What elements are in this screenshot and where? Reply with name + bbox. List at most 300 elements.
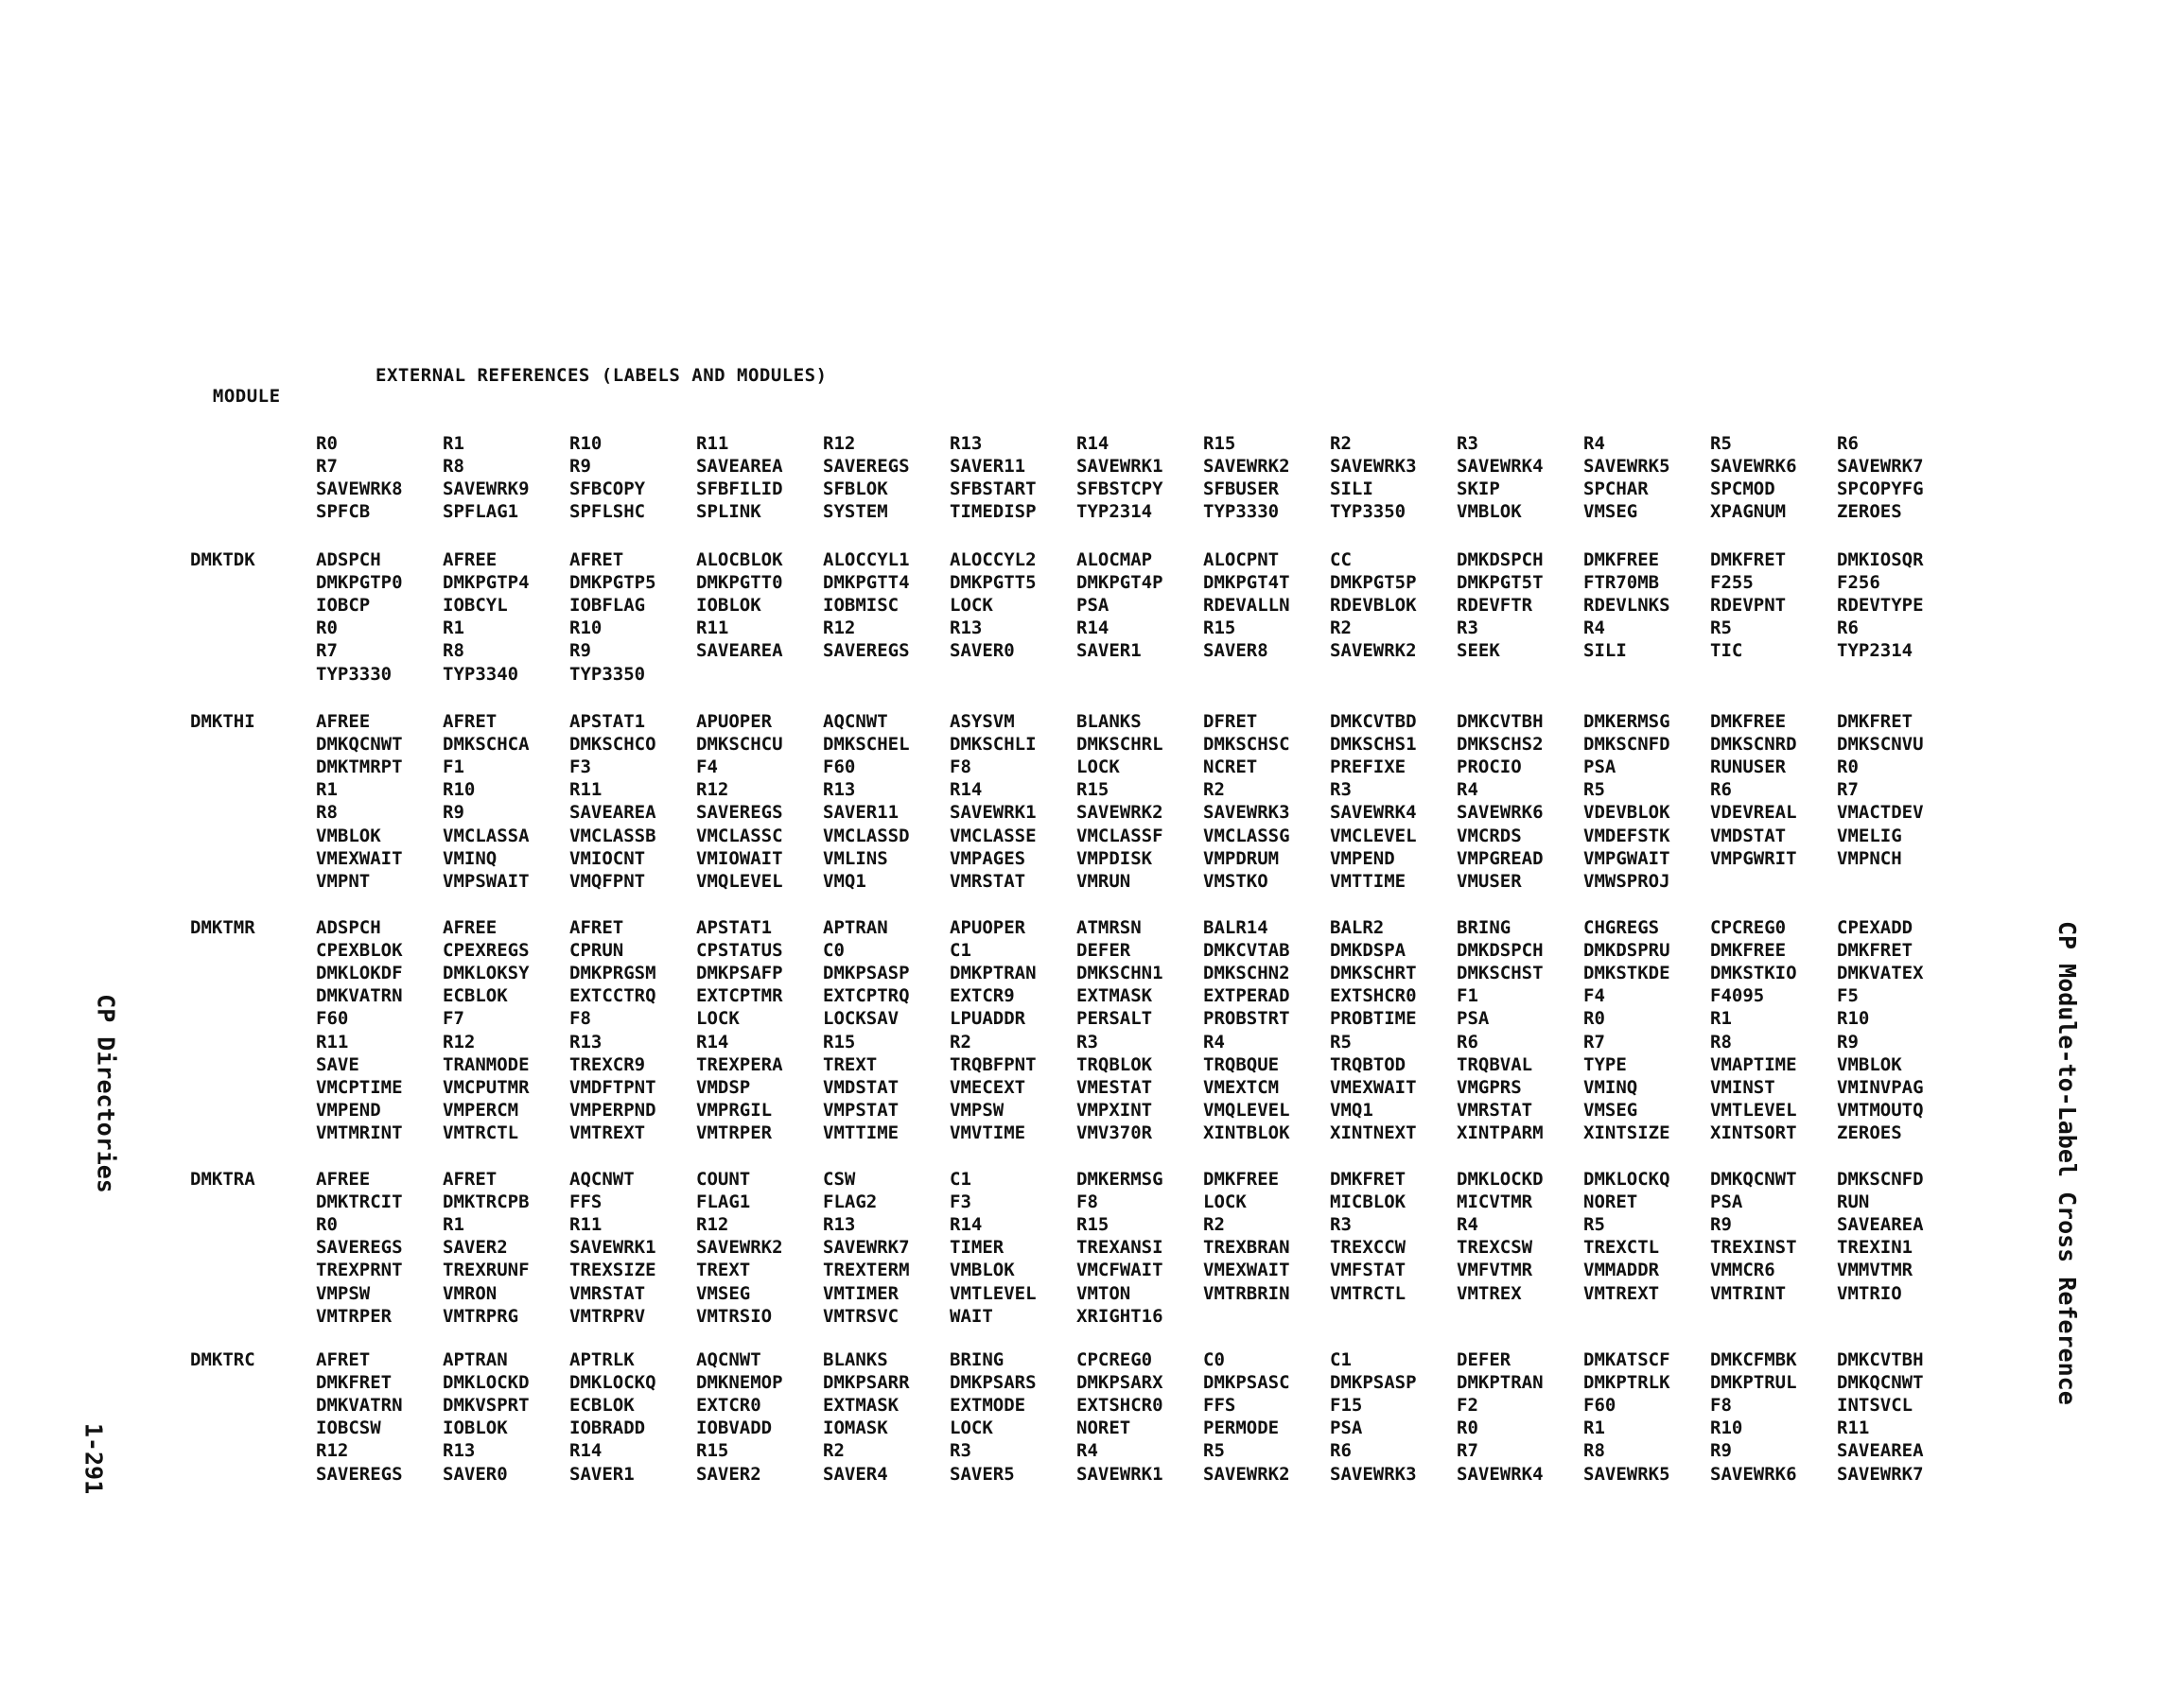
- reference-label: TREXCSW: [1457, 1237, 1533, 1259]
- reference-label: BALR14: [1203, 917, 1268, 938]
- reference-label: R12: [443, 1031, 476, 1052]
- reference-label: VMQLEVEL: [696, 870, 783, 892]
- reference-label: F4095: [1710, 985, 1765, 1007]
- reference-label: SAVEAREA: [1837, 1440, 1924, 1462]
- reference-label: DMKPGTT5: [950, 572, 1037, 594]
- reference-label: R13: [823, 779, 856, 801]
- reference-label: DMKQCNWT: [1710, 1169, 1797, 1190]
- reference-label: DMKSCHCO: [569, 734, 656, 756]
- reference-label: F8: [1076, 1191, 1098, 1213]
- reference-label: VMBLOK: [950, 1260, 1015, 1281]
- reference-label: LOCK: [950, 595, 993, 617]
- reference-label: SAVEWRK2: [1330, 640, 1417, 662]
- reference-label: SAVER1: [569, 1463, 635, 1485]
- reference-label: SFBSTCPY: [1076, 478, 1163, 500]
- reference-label: AFREE: [443, 549, 498, 570]
- reference-label: ALOCCYL2: [950, 549, 1037, 570]
- reference-label: R1: [1583, 1417, 1605, 1439]
- reference-label: EXTSHCR0: [1330, 985, 1417, 1007]
- reference-label: TRQBQUE: [1203, 1053, 1280, 1075]
- reference-label: LOCK: [1203, 1191, 1247, 1213]
- reference-label: R9: [443, 802, 464, 824]
- left-margin-title: CP Directories: [92, 994, 120, 1193]
- reference-label: FFS: [569, 1191, 603, 1213]
- reference-label: VMEXWAIT: [316, 847, 403, 869]
- reference-label: SKIP: [1457, 478, 1500, 500]
- reference-label: DEFER: [1457, 1349, 1511, 1370]
- reference-label: EXTMASK: [823, 1395, 900, 1417]
- reference-label: DMKTMRPT: [316, 757, 403, 778]
- reference-label: R4: [1457, 1214, 1478, 1236]
- reference-label: XINTNEXT: [1330, 1122, 1417, 1143]
- reference-label: F4: [1583, 985, 1605, 1007]
- reference-label: APSTAT1: [569, 711, 646, 732]
- reference-label: ASYSVM: [950, 711, 1015, 732]
- reference-label: SAVEWRK9: [443, 478, 530, 500]
- reference-label: BRING: [1457, 917, 1511, 938]
- reference-label: R2: [1203, 779, 1225, 801]
- reference-label: R9: [1710, 1440, 1732, 1462]
- reference-label: PROBSTRT: [1203, 1008, 1290, 1030]
- reference-label: R1: [316, 779, 338, 801]
- reference-label: SAVEWRK7: [823, 1237, 910, 1259]
- reference-label: R1: [443, 617, 464, 639]
- reference-label: R13: [950, 617, 983, 639]
- reference-label: VMCLASSD: [823, 825, 910, 846]
- reference-label: DMKLOKSY: [443, 963, 530, 984]
- external-references-label: EXTERNAL REFERENCES (LABELS AND MODULES): [376, 365, 828, 386]
- reference-label: R11: [696, 617, 729, 639]
- reference-label: VMFSTAT: [1330, 1260, 1406, 1281]
- reference-label: R13: [950, 433, 983, 454]
- reference-label: BRING: [950, 1349, 1005, 1370]
- reference-label: R10: [443, 779, 476, 801]
- reference-label: VMPGWRIT: [1710, 847, 1797, 869]
- reference-label: IOBVADD: [696, 1417, 773, 1439]
- reference-label: SAVEWRK8: [316, 478, 403, 500]
- reference-label: SAVEWRK6: [1710, 456, 1797, 478]
- reference-label: SAVEWRK4: [1330, 802, 1417, 824]
- reference-label: DMKLOCKD: [1457, 1169, 1544, 1190]
- reference-label: VMQ1: [823, 870, 866, 892]
- reference-label: R2: [823, 1440, 845, 1462]
- reference-label: SAVEWRK4: [1457, 456, 1544, 478]
- reference-label: VMDSTAT: [1710, 825, 1787, 846]
- reference-label: VMSEG: [1583, 1099, 1638, 1121]
- reference-label: TRQBVAL: [1457, 1053, 1533, 1075]
- reference-label: R8: [443, 456, 464, 478]
- reference-label: PSA: [1710, 1191, 1743, 1213]
- reference-label: SAVER11: [950, 456, 1026, 478]
- reference-label: VMBLOK: [1457, 501, 1522, 523]
- reference-label: VMTLEVEL: [1710, 1099, 1797, 1121]
- reference-label: VMDSP: [696, 1076, 751, 1098]
- reference-label: DMKLOCKQ: [1583, 1169, 1670, 1190]
- reference-label: VMQLEVEL: [1203, 1099, 1290, 1121]
- reference-label: VMTRINT: [1710, 1282, 1787, 1304]
- reference-label: VMCLASSE: [950, 825, 1037, 846]
- reference-label: R2: [1330, 617, 1352, 639]
- reference-label: SAVER4: [823, 1463, 888, 1485]
- reference-label: SFBUSER: [1203, 478, 1280, 500]
- reference-label: MICBLOK: [1330, 1191, 1406, 1213]
- reference-label: SFBSTART: [950, 478, 1037, 500]
- reference-label: ECBLOK: [443, 985, 508, 1007]
- reference-label: ALOCBLOK: [696, 549, 783, 570]
- reference-label: SAVER0: [443, 1463, 508, 1485]
- reference-label: R12: [316, 1440, 349, 1462]
- reference-label: VMPSW: [316, 1282, 371, 1304]
- reference-label: VMTRPRG: [443, 1305, 519, 1327]
- reference-label: IOBFLAG: [569, 595, 646, 617]
- reference-label: R2: [1330, 433, 1352, 454]
- reference-label: DMKDSPRU: [1583, 940, 1670, 962]
- reference-label: R5: [1710, 433, 1732, 454]
- reference-label: VMPSW: [950, 1099, 1005, 1121]
- reference-label: APUOPER: [696, 711, 773, 732]
- reference-label: SPCMOD: [1710, 478, 1775, 500]
- reference-label: F2: [1457, 1395, 1478, 1417]
- reference-label: SAVEWRK7: [1837, 1463, 1924, 1485]
- reference-label: VMPDRUM: [1203, 847, 1280, 869]
- column-header: [190, 365, 828, 427]
- reference-label: DMKTRCPB: [443, 1191, 530, 1213]
- reference-label: TREXANSI: [1076, 1237, 1163, 1259]
- reference-label: VMELIG: [1837, 825, 1902, 846]
- reference-label: CPEXREGS: [443, 940, 530, 962]
- reference-label: DMKSCHEL: [823, 734, 910, 756]
- reference-label: SAVER2: [696, 1463, 761, 1485]
- reference-label: R15: [1203, 433, 1236, 454]
- reference-label: R11: [1837, 1417, 1870, 1439]
- reference-label: XINTBLOK: [1203, 1122, 1290, 1143]
- reference-label: IOBLOK: [696, 595, 761, 617]
- module-name: DMKTHI: [190, 711, 255, 732]
- reference-label: DMKVSPRT: [443, 1395, 530, 1417]
- reference-label: AFRET: [443, 1169, 498, 1190]
- reference-label: VMRSTAT: [569, 1282, 646, 1304]
- reference-label: VMBLOK: [1837, 1053, 1902, 1075]
- reference-label: VMTRCTL: [1330, 1282, 1406, 1304]
- reference-label: SAVEWRK3: [1330, 1463, 1417, 1485]
- reference-label: PROCIO: [1457, 757, 1522, 778]
- reference-label: VMQ1: [1330, 1099, 1373, 1121]
- reference-label: R5: [1583, 1214, 1605, 1236]
- module-name: DMKTDK: [190, 549, 255, 570]
- reference-label: R4: [1583, 433, 1605, 454]
- reference-label: DMKSTKDE: [1583, 963, 1670, 984]
- reference-label: TIC: [1710, 640, 1743, 662]
- reference-label: SAVEWRK6: [1710, 1463, 1797, 1485]
- reference-label: IOBRADD: [569, 1417, 646, 1439]
- reference-label: R15: [823, 1031, 856, 1052]
- reference-label: VMCLASSA: [443, 825, 530, 846]
- reference-label: R4: [1457, 779, 1478, 801]
- reference-label: DMKSCNVU: [1837, 734, 1924, 756]
- reference-label: R9: [1710, 1214, 1732, 1236]
- reference-label: TREXCCW: [1330, 1237, 1406, 1259]
- reference-label: SAVEWRK1: [569, 1237, 656, 1259]
- reference-label: XINTSORT: [1710, 1122, 1797, 1143]
- reference-label: DMKNEMOP: [696, 1372, 783, 1394]
- reference-label: ALOCMAP: [1076, 549, 1153, 570]
- reference-label: EXTCR9: [950, 985, 1015, 1007]
- reference-label: R6: [1330, 1440, 1352, 1462]
- reference-label: IOBLOK: [443, 1417, 508, 1439]
- reference-label: VMECEXT: [950, 1076, 1026, 1098]
- reference-label: VMSEG: [696, 1282, 751, 1304]
- reference-label: VMAPTIME: [1710, 1053, 1797, 1075]
- reference-label: DMKSCNFD: [1837, 1169, 1924, 1190]
- reference-label: PSA: [1583, 757, 1616, 778]
- reference-label: EXTPERAD: [1203, 985, 1290, 1007]
- reference-label: R0: [1837, 757, 1859, 778]
- reference-label: VMVTIME: [950, 1122, 1026, 1143]
- reference-label: EXTSHCR0: [1076, 1395, 1163, 1417]
- reference-label: DMKDSPCH: [1457, 940, 1544, 962]
- reference-label: CPSTATUS: [696, 940, 783, 962]
- module-name: DMKTMR: [190, 917, 255, 938]
- reference-label: DMKSCHSC: [1203, 734, 1290, 756]
- reference-label: SPFCB: [316, 501, 371, 523]
- reference-label: TRQBLOK: [1076, 1053, 1153, 1075]
- reference-label: VMV370R: [1076, 1122, 1153, 1143]
- reference-label: VMTRBRIN: [1203, 1282, 1290, 1304]
- reference-label: VMPNT: [316, 870, 371, 892]
- reference-label: TREXRUNF: [443, 1260, 530, 1281]
- reference-label: FLAG2: [823, 1191, 878, 1213]
- reference-label: DMKCVTBD: [1330, 711, 1417, 732]
- reference-label: VMWSPROJ: [1583, 870, 1670, 892]
- reference-label: R6: [1710, 779, 1732, 801]
- reference-label: SAVEAREA: [1837, 1214, 1924, 1236]
- reference-label: AFREE: [443, 917, 498, 938]
- reference-label: TREXINST: [1710, 1237, 1797, 1259]
- reference-label: F15: [1330, 1395, 1363, 1417]
- reference-label: TREXPRNT: [316, 1260, 403, 1281]
- reference-label: F1: [1457, 985, 1478, 1007]
- reference-label: INTSVCL: [1837, 1395, 1913, 1417]
- reference-label: SPFLSHC: [569, 501, 646, 523]
- reference-label: DMKLOCKD: [443, 1372, 530, 1394]
- reference-label: R5: [1583, 779, 1605, 801]
- reference-label: DMKFREE: [1203, 1169, 1280, 1190]
- reference-label: ZEROES: [1837, 1122, 1902, 1143]
- reference-label: NORET: [1076, 1417, 1131, 1439]
- reference-label: LOCK: [696, 1008, 740, 1030]
- reference-label: SAVEAREA: [696, 456, 783, 478]
- reference-label: R12: [696, 779, 729, 801]
- reference-label: SAVEWRK1: [1076, 1463, 1163, 1485]
- reference-label: DMKPSASC: [1203, 1372, 1290, 1394]
- reference-label: R10: [1710, 1417, 1743, 1439]
- reference-label: VMINVPAG: [1837, 1076, 1924, 1098]
- reference-label: R3: [950, 1440, 971, 1462]
- reference-label: VMRUN: [1076, 870, 1131, 892]
- reference-label: ZEROES: [1837, 501, 1902, 523]
- reference-label: R15: [696, 1440, 729, 1462]
- reference-label: VMCLASSF: [1076, 825, 1163, 846]
- reference-label: DMKPTRUL: [1710, 1372, 1797, 1394]
- reference-label: PSA: [1330, 1417, 1363, 1439]
- reference-label: PERMODE: [1203, 1417, 1280, 1439]
- reference-label: RDEVALLN: [1203, 595, 1290, 617]
- reference-label: VMRSTAT: [950, 870, 1026, 892]
- reference-label: CPRUN: [569, 940, 624, 962]
- reference-label: RDEVLNKS: [1583, 595, 1670, 617]
- reference-label: XINTSIZE: [1583, 1122, 1670, 1143]
- reference-label: VMCLASSB: [569, 825, 656, 846]
- reference-label: R14: [950, 779, 983, 801]
- reference-label: VMESTAT: [1076, 1076, 1153, 1098]
- reference-label: R1: [443, 433, 464, 454]
- reference-label: VMCPUTMR: [443, 1076, 530, 1098]
- reference-label: R12: [823, 433, 856, 454]
- reference-label: TREXTERM: [823, 1260, 910, 1281]
- reference-label: R14: [950, 1214, 983, 1236]
- reference-label: DMKPGT4T: [1203, 572, 1290, 594]
- reference-label: RDEVBLOK: [1330, 595, 1417, 617]
- reference-label: R0: [316, 617, 338, 639]
- reference-label: VMPSTAT: [823, 1099, 900, 1121]
- reference-label: VMIOWAIT: [696, 847, 783, 869]
- reference-label: R10: [1837, 1008, 1870, 1030]
- reference-label: R0: [316, 433, 338, 454]
- reference-label: DMKPSASP: [1330, 1372, 1417, 1394]
- reference-label: TREXT: [823, 1053, 878, 1075]
- reference-label: VMTRPER: [316, 1305, 393, 1327]
- reference-label: R15: [1076, 1214, 1109, 1236]
- reference-label: R3: [1457, 617, 1478, 639]
- reference-label: TRQBFPNT: [950, 1053, 1037, 1075]
- reference-label: DMKTRCIT: [316, 1191, 403, 1213]
- reference-label: SFBFILID: [696, 478, 783, 500]
- reference-label: VMMCR6: [1710, 1260, 1775, 1281]
- reference-label: TYP2314: [1837, 640, 1913, 662]
- module-column-label: MODULE: [212, 386, 281, 407]
- reference-label: R2: [950, 1031, 971, 1052]
- reference-label: DMKSCNRD: [1710, 734, 1797, 756]
- reference-label: DMKFRET: [316, 1372, 393, 1394]
- reference-label: VMEXWAIT: [1330, 1076, 1417, 1098]
- reference-label: R7: [316, 456, 338, 478]
- reference-label: VMPXINT: [1076, 1099, 1153, 1121]
- page-number: 1-291: [79, 1422, 108, 1495]
- reference-label: CC: [1330, 549, 1352, 570]
- reference-label: DMKCVTAB: [1203, 940, 1290, 962]
- reference-label: R5: [1710, 617, 1732, 639]
- reference-label: DMKFREE: [1583, 549, 1660, 570]
- reference-label: VMMADDR: [1583, 1260, 1660, 1281]
- reference-label: VMEXTCM: [1203, 1076, 1280, 1098]
- reference-label: R0: [316, 1214, 338, 1236]
- reference-label: SAVEWRK3: [1203, 802, 1290, 824]
- reference-label: VMPGREAD: [1457, 847, 1544, 869]
- reference-label: R8: [443, 640, 464, 662]
- reference-label: APSTAT1: [696, 917, 773, 938]
- reference-label: DMKFRET: [1837, 940, 1913, 962]
- reference-label: R12: [823, 617, 856, 639]
- reference-label: DFRET: [1203, 711, 1258, 732]
- reference-label: DMKCVTBH: [1457, 711, 1544, 732]
- reference-label: WAIT: [950, 1305, 993, 1327]
- reference-label: VMTRCTL: [443, 1122, 519, 1143]
- reference-label: DMKPSAFP: [696, 963, 783, 984]
- reference-label: VMCLASSG: [1203, 825, 1290, 846]
- reference-label: R1: [443, 1214, 464, 1236]
- reference-label: VMTRIO: [1837, 1282, 1902, 1304]
- reference-label: AFRET: [569, 549, 624, 570]
- reference-label: DMKPGTP5: [569, 572, 656, 594]
- reference-label: AFREE: [316, 1169, 371, 1190]
- reference-label: F256: [1837, 572, 1880, 594]
- reference-label: FLAG1: [696, 1191, 751, 1213]
- reference-label: SFBCOPY: [569, 478, 646, 500]
- reference-label: EXTMASK: [1076, 985, 1153, 1007]
- reference-label: DMKSCHN2: [1203, 963, 1290, 984]
- reference-label: PREFIXE: [1330, 757, 1406, 778]
- reference-label: CPEXBLOK: [316, 940, 403, 962]
- reference-label: DMKLOKDF: [316, 963, 403, 984]
- reference-label: RDEVTYPE: [1837, 595, 1924, 617]
- reference-label: RDEVPNT: [1710, 595, 1787, 617]
- reference-label: R13: [823, 1214, 856, 1236]
- reference-label: VMIOCNT: [569, 847, 646, 869]
- reference-label: VMPSWAIT: [443, 870, 530, 892]
- reference-label: VMPERPND: [569, 1099, 656, 1121]
- reference-label: SAVEREGS: [316, 1237, 403, 1259]
- reference-label: SAVER11: [823, 802, 900, 824]
- reference-label: VMTRSIO: [696, 1305, 773, 1327]
- reference-label: XPAGNUM: [1710, 501, 1787, 523]
- reference-label: LOCKSAV: [823, 1008, 900, 1030]
- reference-label: TIMEDISP: [950, 501, 1037, 523]
- reference-label: R11: [696, 433, 729, 454]
- reference-label: SAVER1: [1076, 640, 1142, 662]
- reference-label: VMCLASSC: [696, 825, 783, 846]
- reference-label: AFRET: [316, 1349, 371, 1370]
- reference-label: R7: [1457, 1440, 1478, 1462]
- reference-label: DMKCFMBK: [1710, 1349, 1797, 1370]
- reference-label: SAVE: [316, 1053, 359, 1075]
- reference-label: CHGREGS: [1583, 917, 1660, 938]
- reference-label: C0: [823, 940, 845, 962]
- reference-label: VMRON: [443, 1282, 498, 1304]
- reference-label: F3: [950, 1191, 971, 1213]
- reference-label: F60: [316, 1008, 349, 1030]
- reference-label: IOMASK: [823, 1417, 888, 1439]
- reference-label: RDEVFTR: [1457, 595, 1533, 617]
- reference-label: VMCLEVEL: [1330, 825, 1417, 846]
- reference-label: VMUSER: [1457, 870, 1522, 892]
- reference-label: R15: [1076, 779, 1109, 801]
- reference-label: SAVEWRK7: [1837, 456, 1924, 478]
- reference-label: VMTTIME: [1330, 870, 1406, 892]
- reference-label: SPCOPYFG: [1837, 478, 1924, 500]
- reference-label: F60: [823, 757, 856, 778]
- reference-label: VMGPRS: [1457, 1076, 1522, 1098]
- reference-label: DMKPTRAN: [1457, 1372, 1544, 1394]
- reference-label: SILI: [1330, 478, 1373, 500]
- reference-label: VMRSTAT: [1457, 1099, 1533, 1121]
- reference-label: VMTMRINT: [316, 1122, 403, 1143]
- reference-label: APTRAN: [443, 1349, 508, 1370]
- reference-label: LPUADDR: [950, 1008, 1026, 1030]
- module-name: DMKTRC: [190, 1349, 255, 1370]
- reference-label: DEFER: [1076, 940, 1131, 962]
- reference-label: SAVEREGS: [696, 802, 783, 824]
- reference-label: AQCNWT: [696, 1349, 761, 1370]
